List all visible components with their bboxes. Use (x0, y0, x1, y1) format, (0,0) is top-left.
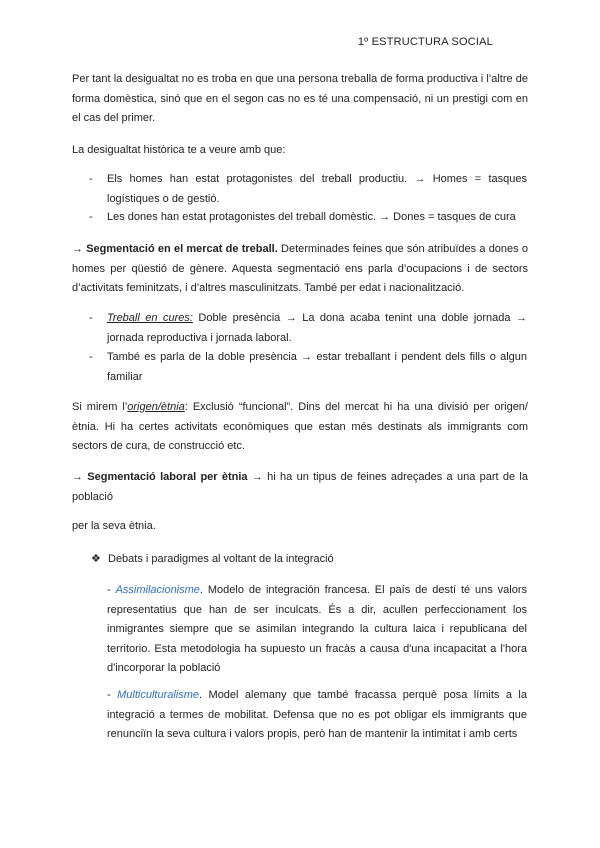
paragraph-segmentation: → Segmentació en el mercat de treball. Determinades feines que són atribuïdes a dones o homes per qüestió de gènere. Aquesta segmentació ens parla d’ocupacions i de sectors d’activitats feminitzats, i d’altres masculinitzats. També per edat i nacionalització. (72, 243, 528, 294)
debates-heading: Debats i paradigmes al voltant de la integració (108, 553, 334, 565)
list-item-productive: Els homes han estat protagonistes del treball productiu. → Homes = tasques logístiques o de gestió. (107, 173, 527, 205)
term-multiculturalisme: Multiculturalisme (117, 689, 200, 701)
page-header: 1º ESTRUCTURA SOCIAL (357, 36, 493, 48)
paragraph-ethnicity: per la seva ètnia. (72, 520, 156, 532)
list-dash: - (89, 351, 93, 363)
term-treball-cures: Treball en cures: (107, 312, 193, 324)
heading-segmentation: → Segmentació en el mercat de treball. (72, 243, 278, 255)
list-item-domestic: Les dones han estat protagonistes del treball domèstic. → Dones = tasques de cura (107, 211, 516, 223)
term-assimilacionisme: Assimilacionisme (115, 584, 200, 596)
paragraph-assimilacionisme: - Assimilacionisme. Modelo de integración francesa. El país de destí té uns valors representatius que han de ser inculcats. És a dir, acullen perfeccionament los inmigrantes siempre que se asimilan integrando la cultura laica i republicana del territorio. Esta metodologia ha supuesto un fracàs a causa d'una incapacitat a l'hora d'incorporar la població (107, 584, 527, 674)
list-dash: - (89, 211, 93, 223)
list-dash: - (89, 173, 93, 185)
heading-ethnic-segmentation: → Segmentació laboral per ètnia (72, 471, 248, 483)
paragraph-1: Per tant la desigualtat no es troba en que una persona treballa de forma productiva i l’altre de forma domèstica, sinó que en el segon cas no es té una compensació, ni un prestigi com en el cas del primer. (72, 73, 528, 124)
paragraph-ethnic-segmentation: → Segmentació laboral per ètnia → hi ha un tipus de feines adreçades a una part de la població (72, 471, 528, 503)
term-origen-etnia: origen/ètnia (127, 401, 185, 413)
paragraph-origen: Si mirem l’origen/ètnia: Exclusió “funcional”. Dins del mercat hi ha una divisió per origen/ètnia. Hi ha certes activitats econòmiques que estan més destinats als immigrants com sectors de cura, de construcció etc. (72, 401, 528, 452)
list-dash: - (89, 312, 93, 324)
paragraph-2: La desigualtat històrica te a veure amb que: (72, 144, 286, 156)
list-item-cures: Treball en cures: Doble presència → La dona acaba tenint una doble jornada → jornada reproductiva i jornada laboral. (107, 312, 527, 344)
paragraph-multiculturalisme: - Multiculturalisme. Model alemany que també fracassa perquè posa límits a la integració a termes de mobilitat. Defensa que no es pot obligar els immigrants que renunciïn la seva cultura i valors propis, però han de mantenir la intimitat i amb certs (107, 689, 527, 740)
diamond-bullet-icon: ❖ (91, 553, 101, 565)
list-item-doble-presencia: També es parla de la doble presència → estar treballant i pendent dels fills o algun familiar (107, 351, 527, 383)
